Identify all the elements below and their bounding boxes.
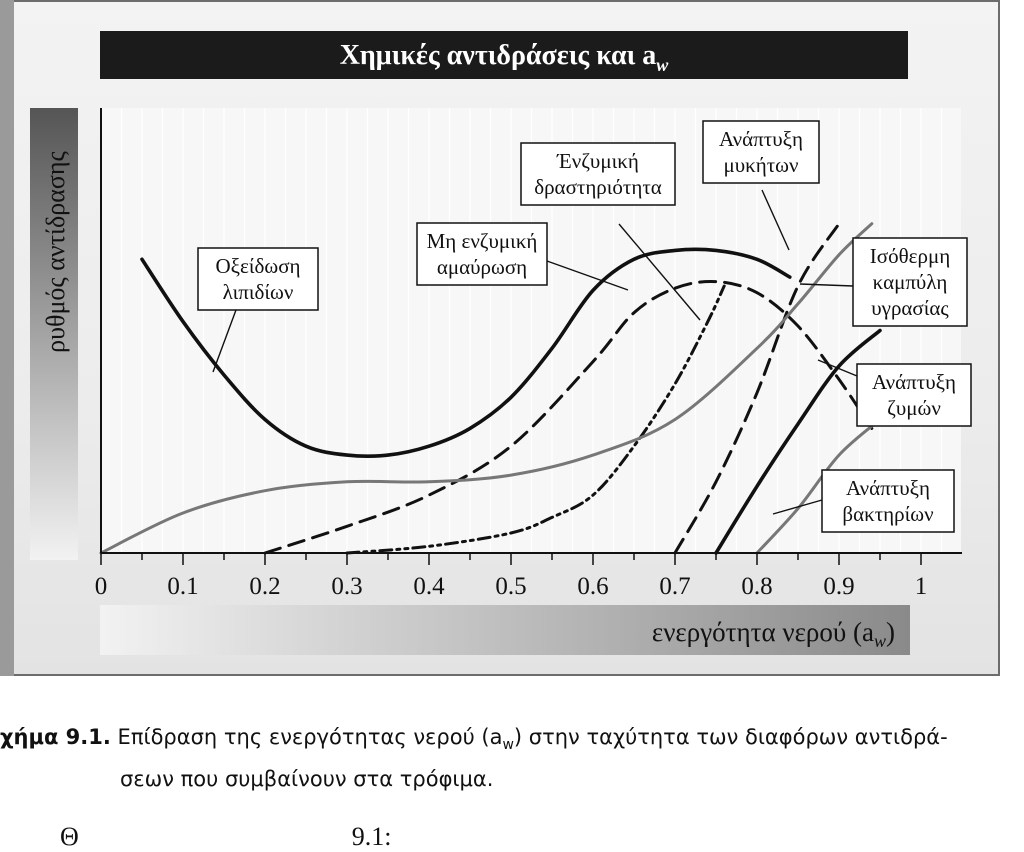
curve-label-text: μυκήτων	[723, 153, 799, 177]
caption-sub: w	[502, 737, 514, 754]
x-axis-label: ενεργότητα νερού $(a_w)$	[651, 617, 895, 651]
curve-label-text: Ένζυμική	[557, 149, 639, 173]
x-tick-label: 0.6	[577, 573, 609, 600]
caption-text-1: Επίδραση της ενεργότητας νερού (a	[110, 725, 503, 749]
x-ticks	[95, 553, 928, 600]
curve-label-text: αμαύρωση	[436, 255, 528, 279]
x-tick-label: 0.5	[495, 573, 527, 600]
curve-label-text: Ανάπτυξη	[719, 127, 803, 151]
curve-label-text: ζυμών	[887, 396, 941, 420]
x-tick-label: 0.9	[823, 573, 855, 600]
x-tick-label: 0.4	[413, 573, 445, 600]
caption-text-2: σεων που συμβαίνουν στα τρόφιμα.	[120, 767, 494, 792]
x-tick-label: 0.8	[741, 573, 773, 600]
curve-label-text: Ανάπτυξη	[872, 370, 956, 394]
curve-label-text: λιπιδίων	[222, 280, 294, 304]
curve-label-text: Οξείδωση	[215, 254, 301, 278]
figure-caption	[0, 720, 1024, 796]
curve-label-text: Ισόθερμη	[869, 244, 951, 268]
curve-label-text: δραστηριότητα	[534, 175, 662, 199]
curve-label-text: καμπύλη	[872, 270, 948, 294]
x-tick-label: 0	[94, 573, 108, 600]
x-tick-label: 0.7	[659, 573, 691, 600]
curve-label-text: Ανάπτυξη	[846, 476, 930, 500]
curve-label-text: υγρασίας	[871, 296, 949, 320]
x-tick-label: 0.1	[167, 573, 199, 600]
x-tick-label: 0.3	[331, 573, 363, 600]
body-text: Θ 9.1:	[60, 822, 392, 851]
x-tick-label: 1	[914, 573, 928, 600]
chart-title: Χημικές αντιδράσεις και $a_w$	[339, 40, 669, 75]
curve-label-text: Μη ενζυμική	[426, 229, 538, 253]
caption-text-1-end: ) στην ταχύτητα των διαφόρων αντιδρά-	[513, 725, 948, 749]
curve-label-text: βακτηρίων	[842, 502, 934, 526]
x-tick-label: 0.2	[249, 573, 281, 600]
caption-figure-number: χήμα 9.1.	[0, 725, 111, 749]
y-axis-label: ρυθμός αντίδρασης	[41, 151, 70, 353]
